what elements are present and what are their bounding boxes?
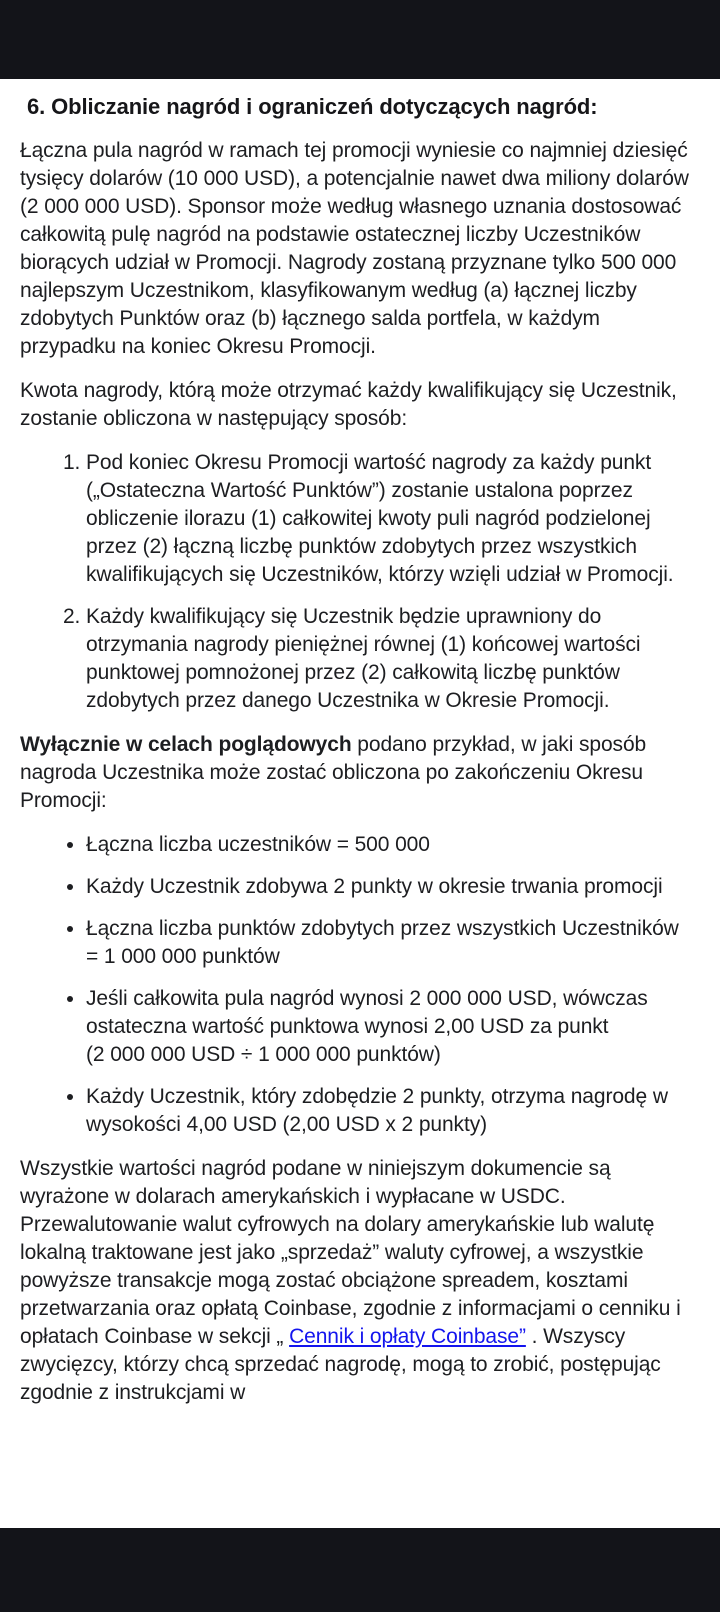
list-item: • Łączna liczba punktów zdobytych przez wszystkich Uczestników = 1 000 000 punktów <box>86 915 690 971</box>
example-intro-rest: podano przykład, w jaki sposób nagroda Uczestnika może zostać obliczona po zakończeniu Okresu Promocji: <box>20 733 647 812</box>
pricing-and-fees-link[interactable]: Cennik i opłaty Coinbase” <box>289 1325 526 1348</box>
list-item: • Każdy Uczestnik zdobywa 2 punkty w okresie trwania promocji <box>86 873 690 901</box>
payout-terms-text: Wszystkie wartości nagród podane w niniejszym dokumencie są wyrażone w dolarach amerykańskich i wypłacane w USDC. Przewalutowanie walut cyfrowych na dolary amerykańskie lub walutę lokalną traktowane jest jako „sprzedaż” waluty cyfrowej, a wszystkie powyższe transakcje mogą zostać obciążone spreadem, kosztami przetwarzania oraz opłatą Coinbase, zgodnie z informacjami o cenniku i opłatach Coinbase w sekcji „ <box>20 1157 681 1348</box>
example-intro-bold-lead: Wyłącznie w celach poglądowych <box>20 733 352 756</box>
paragraph-prize-pool: Łączna pula nagród w ramach tej promocji wyniesie co najmniej dziesięć tysięcy dolarów (10 000 USD), a potencjalnie nawet dwa miliony dolarów (2 000 000 USD). Sponsor może według własnego uznania dostosować całkowitą pulę nagród na podstawie ostatecznej liczby Uczestników biorących udział w Promocji. Nagrody zostaną przyznane tylko 500 000 najlepszym Uczestnikom, klasyfikowanym według (a) łącznej liczby zdobytych Punktów oraz (b) łącznego salda portfela, w każdym przypadku na koniec Okresu Promocji. <box>20 139 689 358</box>
calculation-steps-list <box>20 449 690 715</box>
list-item: • Każdy Uczestnik, który zdobędzie 2 punkty, otrzyma nagrodę w wysokości 4,00 USD (2,00 USD x 2 punkty) <box>86 1083 690 1139</box>
payout-terms-continuation: . Wszyscy zwycięzcy, którzy chcą sprzedać nagrodę, mogą to zrobić, postępując zgodnie z instrukcjami w <box>20 1325 661 1404</box>
list-item: • Jeśli całkowita pula nagród wynosi 2 000 000 USD, wówczas ostateczna wartość punktowa wynosi 2,00 USD za punkt (2 000 000 USD ÷ 1 000 000 punktów) <box>86 985 690 1069</box>
list-item: • Łączna liczba uczestników = 500 000 <box>86 831 690 859</box>
paragraph-payout-terms <box>20 1155 690 1407</box>
example-bullet-list <box>20 831 690 1139</box>
top-letterbox-bar <box>0 0 720 79</box>
paragraph-example-intro <box>20 731 690 815</box>
bottom-letterbox-bar <box>0 1528 720 1612</box>
paragraph-reward-calculation-intro: Kwota nagrody, którą może otrzymać każdy kwalifikujący się Uczestnik, zostanie obliczona w następujący sposób: <box>20 379 677 430</box>
document-body <box>0 79 720 1423</box>
list-item: 1. Pod koniec Okresu Promocji wartość nagrody za każdy punkt („Ostateczna Wartość Punktów”) zostanie ustalona poprzez obliczenie ilorazu (1) całkowitej kwoty puli nagród podzielonej przez (2) łączną liczbę punktów zdobytych przez wszystkich kwalifikujących się Uczestników, którzy wzięli udział w Promocji. <box>86 449 690 589</box>
list-item: 2. Każdy kwalifikujący się Uczestnik będzie uprawniony do otrzymania nagrody pieniężnej równej (1) końcowej wartości punktowej pomnożonej przez (2) całkowitą liczbę punktów zdobytych przez danego Uczestnika w Okresie Promocji. <box>86 603 690 715</box>
section-heading: 6. Obliczanie nagród i ograniczeń dotyczących nagród: <box>27 94 598 119</box>
